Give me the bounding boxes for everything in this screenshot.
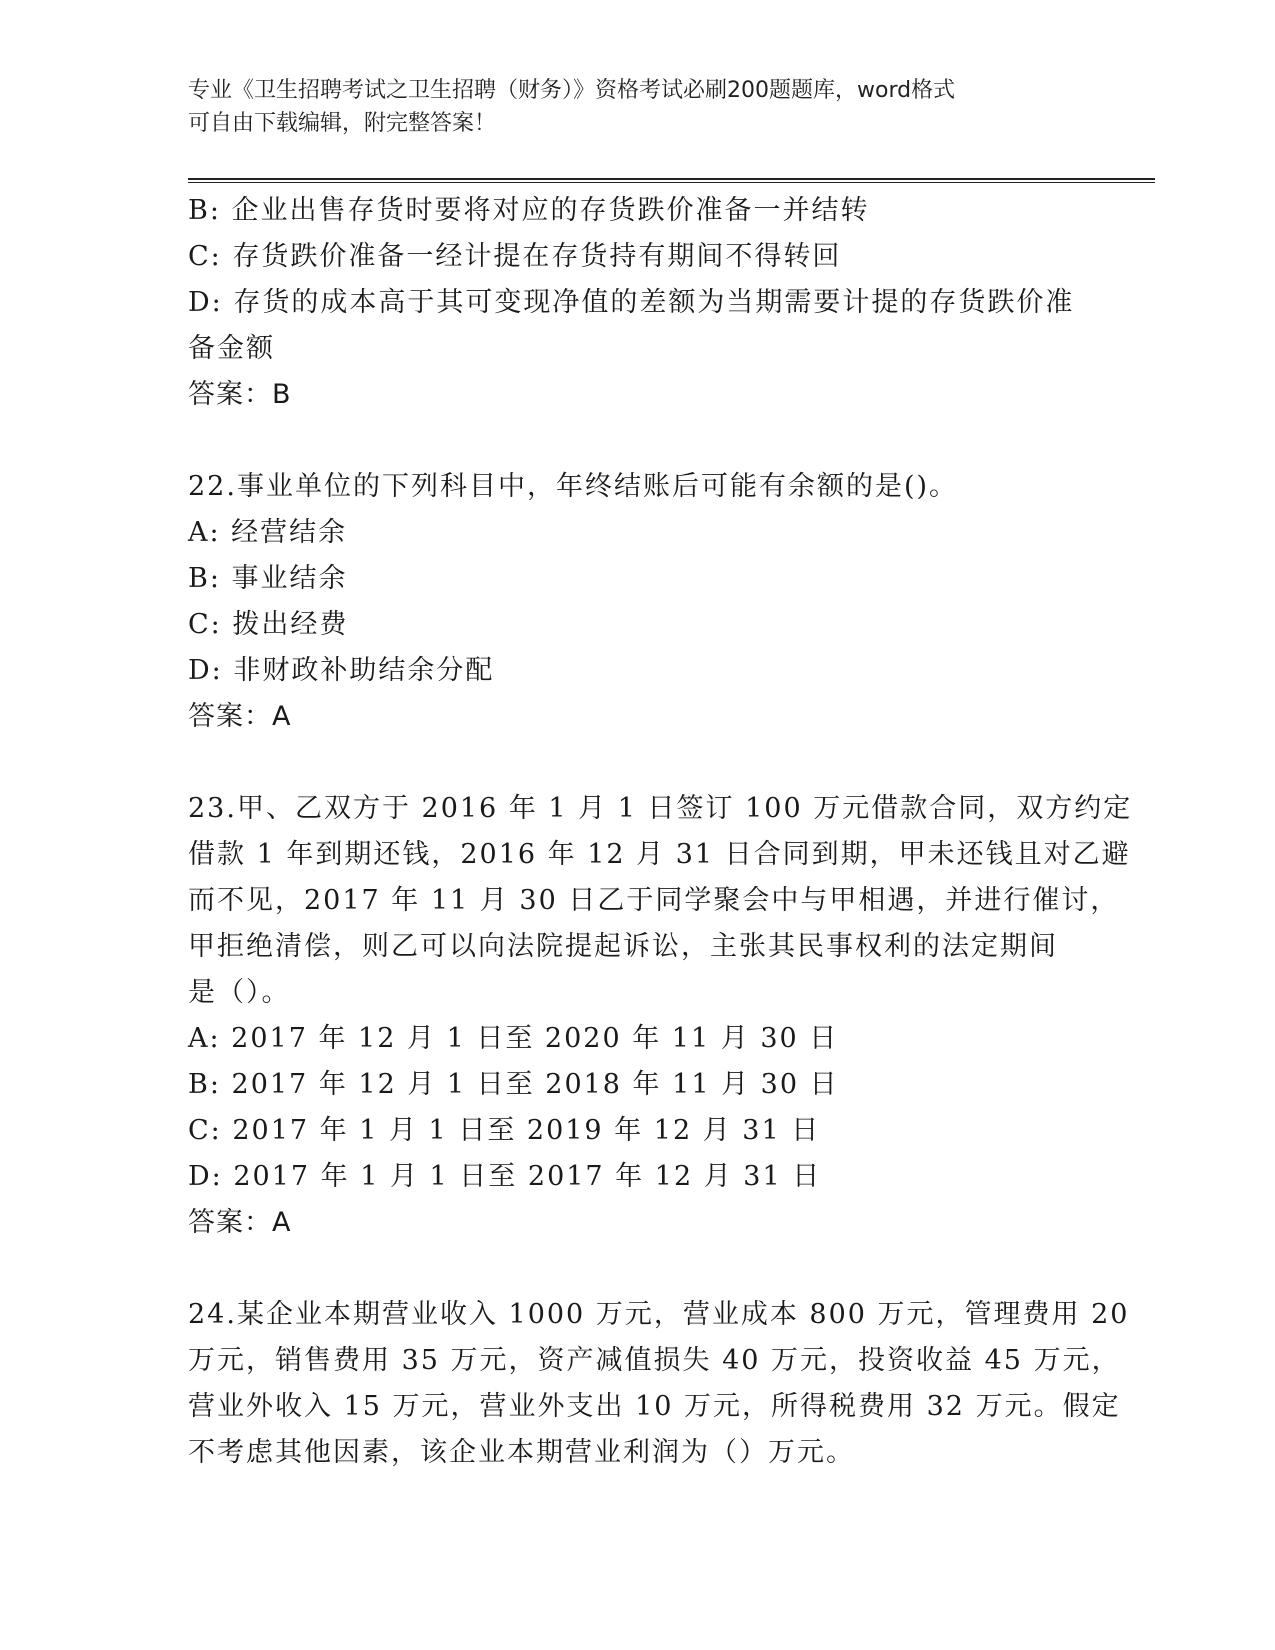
q23-stem-line-3: 而不见，2017 年 11 月 30 日乙于同学聚会中与甲相遇，并进行催讨， [188,885,1120,916]
q22-answer: 答案：A [188,701,292,732]
question-22 [188,464,1088,740]
spacer [188,418,1088,464]
q22-option-d: D: 非财政补助结余分配 [188,655,495,686]
q22-option-a: A: 经营结余 [188,517,348,548]
q22-option-c: C: 拨出经费 [188,609,349,640]
q21-option-d-line-2: 备金额 [188,333,275,364]
header-divider [188,178,1155,183]
q23-option-a: A: 2017 年 12 月 1 日至 2020 年 11 月 30 日 [188,1023,839,1054]
q23-stem-line-5: 是（）。 [188,977,291,1008]
spacer [188,740,1088,786]
header-title-line-1: 专业《卫生招聘考试之卫生招聘（财务）》资格考试必刷200题题库，word格式 [188,78,956,103]
q24-stem-line-4: 不考虑其他因素，该企业本期营业利润为（）万元。 [188,1437,855,1468]
q21-option-d-line-1: D: 存货的成本高于其可变现净值的差额为当期需要计提的存货跌价准 [188,287,1075,318]
question-21 [188,188,1088,418]
q23-stem-line-2: 借款 1 年到期还钱，2016 年 12 月 31 日合同到期，甲未还钱且对乙避 [188,839,1131,870]
spacer [188,1246,1088,1292]
q22-option-b: B: 事业结余 [188,563,348,594]
question-24 [188,1292,1130,1476]
q23-option-d: D: 2017 年 1 月 1 日至 2017 年 12 月 31 日 [188,1161,822,1192]
q24-stem-line-2: 万元，销售费用 35 万元，资产减值损失 40 万元，投资收益 45 万元， [188,1345,1121,1376]
header-title-line-2: 可自由下载编辑，附完整答案！ [188,111,497,136]
document-body [188,188,1133,1476]
q23-option-b: B: 2017 年 12 月 1 日至 2018 年 11 月 30 日 [188,1069,839,1100]
q23-stem-line-1: 23.甲、乙双方于 2016 年 1 月 1 日签订 100 万元借款合同，双方约定 [188,793,1133,824]
question-23 [188,786,1133,1246]
document-header [188,74,1078,140]
q23-option-c: C: 2017 年 1 月 1 日至 2019 年 12 月 31 日 [188,1115,821,1146]
q24-stem-line-3: 营业外收入 15 万元，营业外支出 10 万元，所得税费用 32 万元。假定 [188,1391,1121,1422]
q23-answer: 答案：A [188,1207,292,1238]
q21-option-b: B: 企业出售存货时要将对应的存货跌价准备一并结转 [188,195,870,226]
q23-stem-line-4: 甲拒绝清偿，则乙可以向法院提起诉讼，主张其民事权利的法定期间 [188,931,1058,962]
q21-option-c: C: 存货跌价准备一经计提在存货持有期间不得转回 [188,241,842,272]
q24-stem-line-1: 24.某企业本期营业收入 1000 万元，营业成本 800 万元，管理费用 20 [188,1299,1130,1330]
q21-answer: 答案：B [188,379,292,410]
q22-stem: 22.事业单位的下列科目中，年终结账后可能有余额的是()。 [188,471,959,502]
